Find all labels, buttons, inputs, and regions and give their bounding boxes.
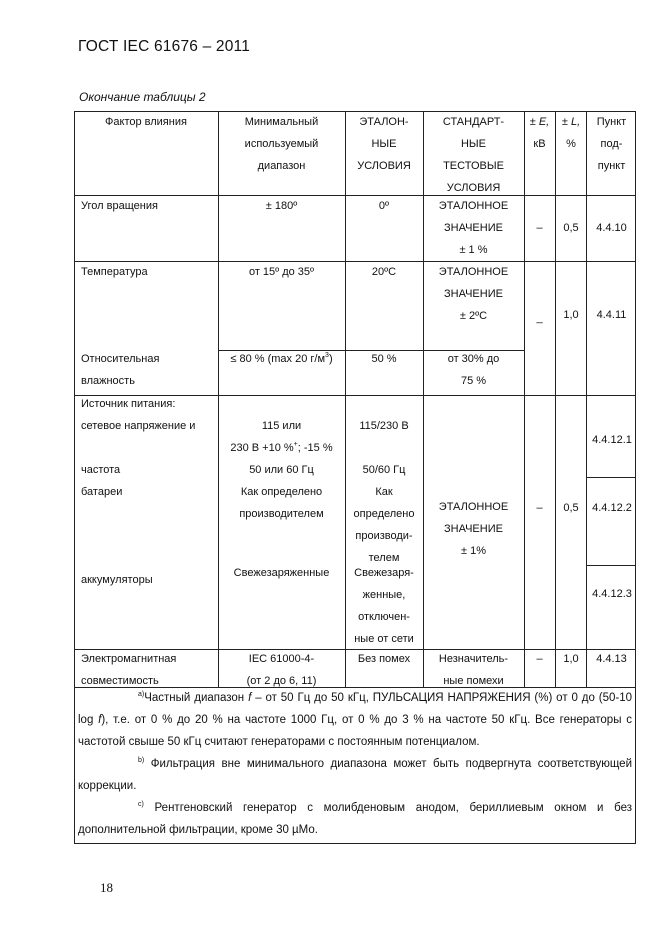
humidity-reference: 50 %	[371, 353, 397, 365]
temperature-reference: 20ºC	[371, 266, 397, 278]
table-border-left	[74, 111, 75, 844]
humidity-min-range: ≤ 80 % (max 20 $г/м^3$)	[230, 352, 333, 365]
table-footnotes	[78, 687, 632, 841]
emc-clause: 4.4.13	[596, 653, 627, 665]
header-min-range: Минимальный используемый диапазон	[244, 116, 319, 172]
power-battery-min-range: Как определено производителем	[239, 486, 324, 520]
power-battery-reference: Как определено производи- телем	[353, 486, 415, 564]
footnote-c: $^{c)}$ Рентгеновский генератор с молибденовым анодом, бериллиевым окном и без дополнительной фильтрации, кроме 30 µМо.	[78, 801, 633, 836]
header-l-limit: ± L, %	[561, 116, 581, 150]
rotation-l: 0,5	[563, 222, 579, 234]
temperature-e: _	[536, 312, 543, 324]
emc-l: 1,0	[563, 653, 579, 665]
power-mains-min-range: 115 или 230 В +10 %+; -15 % 50 или 60 Гц	[230, 420, 333, 476]
header-standard-test-conditions: СТАНДАРТ- НЫЕ ТЕСТОВЫЕ УСЛОВИЯ	[442, 116, 505, 194]
emc-factor: Электромагнитная совместимость	[81, 653, 177, 687]
clause-separator	[586, 477, 636, 478]
rotation-standard: ЭТАЛОННОЕ ЗНАЧЕНИЕ ± 1 %	[438, 200, 509, 256]
power-battery-clause: 4.4.12.2	[592, 502, 632, 514]
power-standard: ЭТАЛОННОЕ ЗНАЧЕНИЕ ± 1%	[438, 501, 509, 557]
temperature-standard: ЭТАЛОННОЕ ЗНАЧЕНИЕ ± 2ºC	[438, 266, 509, 322]
rotation-e: –	[536, 222, 543, 234]
emc-reference: Без помех	[357, 653, 411, 665]
rotation-min-range: ± 180º	[265, 200, 298, 212]
rotation-clause: 4.4.10	[596, 222, 627, 234]
emc-min-range: IEC 61000-4- (от 2 до 6, 11)	[246, 653, 317, 687]
footnote-b: $^{b)}$ Фильтрация вне минимального диапазона может быть подвергнута соответствующей коррекции.	[78, 757, 632, 792]
table-border-bottom	[74, 843, 636, 844]
humidity-standard: от 30% до 75 %	[447, 353, 500, 387]
power-e: –	[536, 502, 543, 514]
header-reference-conditions: ЭТАЛОН- НЫЕ УСЛОВИЯ	[357, 116, 411, 172]
emc-standard: Незначитель- ные помехи	[438, 653, 509, 687]
temperature-min-range: от 15º до 35º	[248, 266, 315, 278]
header-e-limit: ± E, кВ	[529, 116, 550, 150]
column-separator	[524, 111, 525, 687]
document-standard-header: ГОСТ IEC 61676 – 2011	[78, 38, 251, 55]
page-number: 18	[100, 880, 113, 895]
footnote-a: $^{a)}$Частный диапазон f – от 50 Гц до 50 кГц, ПУЛЬСАЦИЯ НАПРЯЖЕНИЯ (%) от 0 до (50-10 log f), т.е. от 0 % до 20 % на частоте 1000 Гц, от 0 % до 3 % на частоте 50 кГц. Все генераторы с частотой свыше 50 кГц считают генераторами с постоянным потенциалом.	[78, 691, 633, 748]
power-accumulator-reference: Свежезаря- женные, отключен- ные от сети	[354, 567, 414, 645]
header-clause: Пункт под- пункт	[596, 116, 627, 172]
power-factor: Источник питания: сетевое напряжение и частота батареи аккумуляторы	[81, 398, 196, 586]
clause-separator	[586, 565, 636, 566]
header-factor: Фактор влияния	[105, 116, 187, 128]
rotation-factor: Угол вращения	[81, 200, 158, 212]
column-separator	[555, 111, 556, 687]
influence-factors-table	[74, 111, 636, 844]
humidity-factor: Относительная влажность	[81, 353, 160, 387]
power-mains-clause: 4.4.12.1	[592, 434, 632, 446]
temperature-factor: Температура	[81, 266, 148, 278]
table-caption: Окончание таблицы 2	[79, 90, 206, 104]
emc-e: –	[536, 653, 543, 665]
power-accumulator-min-range: Свежезаряженные	[233, 567, 330, 579]
rotation-reference: 0º	[378, 200, 390, 212]
power-l: 0,5	[563, 502, 579, 514]
temperature-l: 1,0	[563, 309, 579, 321]
temperature-clause: 4.4.11	[596, 309, 627, 321]
power-mains-reference: 115/230 В 50/60 Гц	[359, 420, 409, 476]
power-accumulator-clause: 4.4.12.3	[592, 588, 632, 600]
